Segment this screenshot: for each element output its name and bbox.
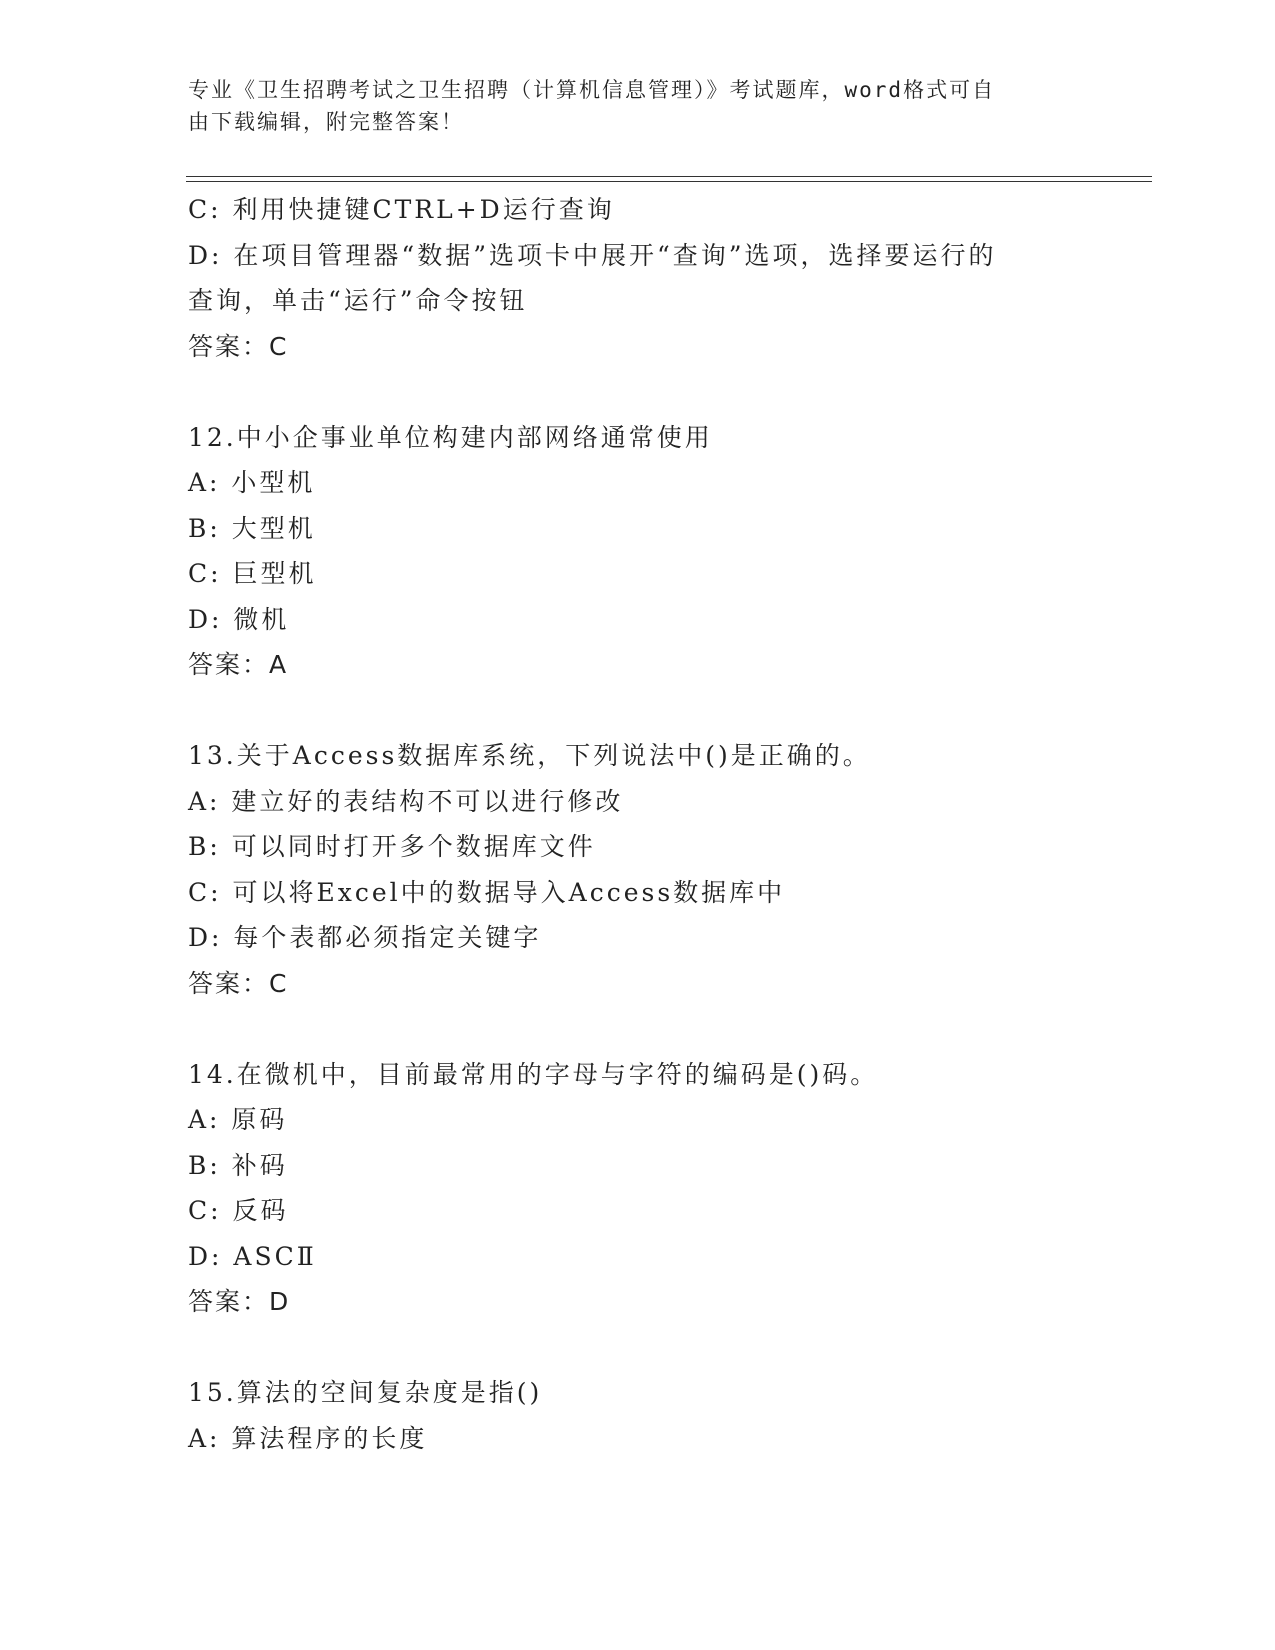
question-block-11 xyxy=(188,187,1088,369)
spacer xyxy=(188,1325,1088,1371)
header-divider-bottom xyxy=(186,181,1152,182)
option-a: A: 算法程序的长度 xyxy=(188,1423,428,1453)
question-stem: 12.中小企事业单位构建内部网络通常使用 xyxy=(188,422,713,452)
question-list xyxy=(188,187,1088,1461)
option-c: C: 利用快捷键CTRL+D运行查询 xyxy=(188,195,615,224)
option-c: C: 反码 xyxy=(188,1196,289,1225)
option-b: B: 可以同时打开多个数据库文件 xyxy=(188,832,596,861)
question-block-15 xyxy=(188,1370,1088,1461)
answer-line: 答案：C xyxy=(188,331,289,361)
question-stem: 13.关于Access数据库系统，下列说法中()是正确的。 xyxy=(188,741,871,770)
option-b: B: 补码 xyxy=(188,1150,288,1180)
option-b: B: 大型机 xyxy=(188,513,316,543)
question-stem: 14.在微机中，目前最常用的字母与字符的编码是()码。 xyxy=(188,1059,879,1089)
option-a: A: 建立好的表结构不可以进行修改 xyxy=(188,786,624,816)
question-block-12 xyxy=(188,415,1088,688)
option-a: A: 原码 xyxy=(188,1105,288,1134)
spacer xyxy=(188,1006,1088,1052)
spacer xyxy=(188,688,1088,734)
option-d: D: 在项目管理器“数据”选项卡中展开“查询”选项，选择要运行的 xyxy=(188,240,997,270)
option-d: D: 微机 xyxy=(188,604,290,634)
question-stem: 15.算法的空间复杂度是指() xyxy=(188,1378,543,1407)
option-d: D: 每个表都必须指定关键字 xyxy=(188,923,542,952)
header-line-1: 专业《卫生招聘考试之卫生招聘（计算机信息管理）》考试题库，word格式可自 xyxy=(188,78,996,102)
header-divider-top xyxy=(186,176,1152,177)
option-d-continued: 查询，单击“运行”命令按钮 xyxy=(188,286,528,315)
spacer xyxy=(188,369,1088,415)
option-c: C: 可以将Excel中的数据导入Access数据库中 xyxy=(188,877,786,907)
header-line-2: 由下载编辑，附完整答案！ xyxy=(188,110,464,134)
option-d: D: ASCⅡ xyxy=(188,1241,317,1271)
option-a: A: 小型机 xyxy=(188,468,316,497)
question-block-13 xyxy=(188,733,1088,1006)
option-c: C: 巨型机 xyxy=(188,559,317,588)
document-header xyxy=(188,74,1068,138)
question-block-14 xyxy=(188,1052,1088,1325)
answer-line: 答案：C xyxy=(188,968,289,998)
answer-line: 答案：A xyxy=(188,650,289,679)
answer-line: 答案：D xyxy=(188,1287,291,1316)
